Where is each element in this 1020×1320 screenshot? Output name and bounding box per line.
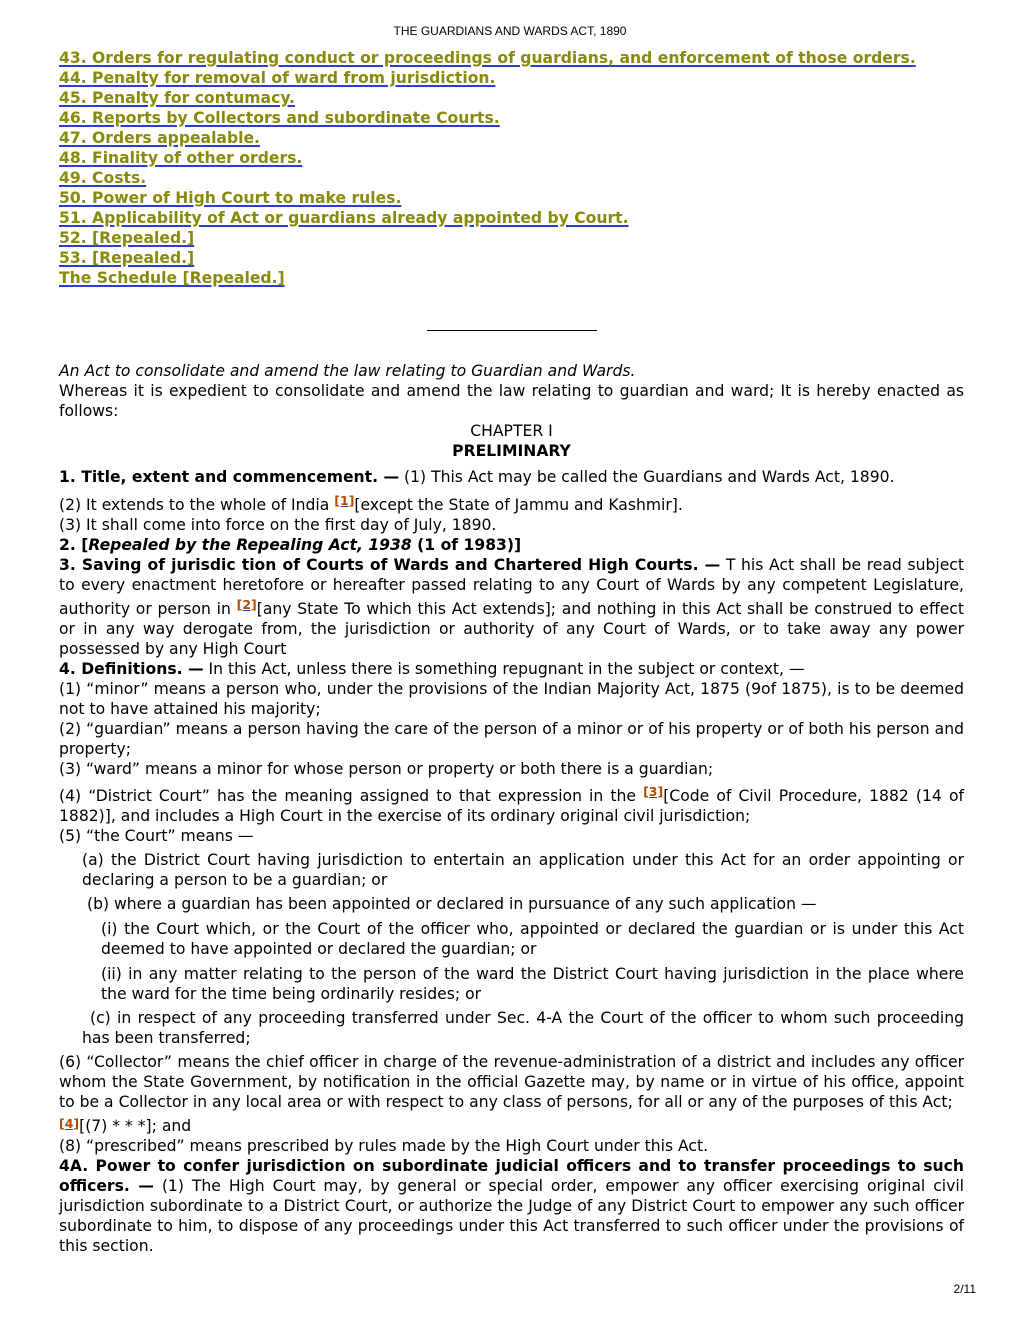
toc-link-label: 52. [Repealed.] — [59, 229, 195, 247]
section-3 — [59, 555, 964, 659]
toc-link-label: 51. Applicability of Act or guardians already appointed by Court. — [59, 209, 629, 227]
definition-5-b: (b) where a guardian has been appointed or declared in pursuance of any such application — — [87, 895, 817, 913]
page-number: 2/11 — [953, 1282, 976, 1296]
chapter-name: PRELIMINARY — [452, 442, 571, 460]
section-3-heading: 3. Saving of jurisdic tion of Courts of Wards and Chartered High Courts. — — [59, 556, 721, 574]
toc-link-43[interactable] — [59, 48, 964, 68]
definition-8: (8) “prescribed” means prescribed by rules made by the High Court under this Act. — [59, 1137, 709, 1155]
section-4-intro: In this Act, unless there is something repugnant in the subject or context, — — [203, 660, 805, 678]
preamble-text: Whereas it is expedient to consolidate and amend the law relating to guardian and ward; It is hereby enacted as follows: — [59, 382, 964, 420]
footnote-link-1[interactable]: [1] — [334, 493, 355, 508]
document-body — [59, 48, 964, 1256]
definition-5-b-ii: (ii) in any matter relating to the person of the ward the District Court having jurisdiction in the place where the ward for the time being ordinarily resides; or — [101, 965, 964, 1003]
definition-3: (3) “ward” means a minor for whose person or property or both there is a guardian; — [59, 760, 714, 778]
definition-5: (5) “the Court” means — — [59, 827, 254, 845]
toc-link-label: 48. Finality of other orders. — [59, 149, 303, 167]
running-header: THE GUARDIANS AND WARDS ACT, 1890 — [393, 24, 627, 38]
toc-link-label: 53. [Repealed.] — [59, 249, 195, 267]
section-4a — [59, 1156, 964, 1256]
definition-2: (2) “guardian” means a person having the care of the person of a minor or of his property or of both his person and property; — [59, 720, 964, 758]
toc-link-45[interactable] — [59, 88, 964, 108]
section-1-sub-2-tail: [except the State of Jammu and Kashmir]. — [354, 496, 683, 514]
toc-link-53[interactable] — [59, 248, 964, 268]
toc-link-48[interactable] — [59, 148, 964, 168]
section-4-heading: 4. Definitions. — — [59, 660, 204, 678]
toc-link-label: 50. Power of High Court to make rules. — [59, 189, 402, 207]
toc-link-label: The Schedule [Repealed.] — [59, 269, 285, 287]
definition-1: (1) “minor” means a person who, under the provisions of the Indian Majority Act, 1875 (9of 1875), is to be deemed not to have attained his majority; — [59, 680, 964, 718]
toc-link-52[interactable] — [59, 228, 964, 248]
toc-link-49[interactable] — [59, 168, 964, 188]
toc-link-schedule[interactable] — [59, 268, 964, 288]
section-1-sub-3: (3) It shall come into force on the first day of July, 1890. — [59, 516, 497, 534]
footnote-link-2[interactable]: [2] — [236, 597, 257, 612]
toc-link-label: 47. Orders appealable. — [59, 129, 260, 147]
definition-7-text: [(7) * * *]; and — [79, 1117, 192, 1135]
toc-link-label: 46. Reports by Collectors and subordinate Courts. — [59, 109, 500, 127]
toc-link-label: 45. Penalty for contumacy. — [59, 89, 295, 107]
section-3-text: T his Act shall be read subject to every enactment heretofore or hereafter passed relating to any Court of Wards by any competent Legislature, authority or person in — [59, 556, 964, 618]
chapter-number: CHAPTER I — [470, 422, 553, 440]
definition-5-b-i: (i) the Court which, or the Court of the officer who, appointed or declared the guardian or is under this Act deemed to have appointed or declared the guardian; or — [101, 920, 964, 958]
definition-4-tail: [Code of Civil Procedure, 1882 (14 of 1882)], and includes a High Court in the exercise of its ordinary original civil jurisdiction; — [59, 787, 964, 825]
section-3-text-tail: [any State To which this Act extends]; and nothing in this Act shall be construed to effect or in any way derogate from, the jurisdiction or authority of any Court of Wards, or to take away any power possessed by any High Court — [59, 600, 964, 658]
definition-5-a: (a) the District Court having jurisdiction to entertain an application under this Act for an order appointing or declaring a person to be a guardian; or — [82, 851, 964, 889]
section-4a-text: (1) The High Court may, by general or special order, empower any officer exercising original civil jurisdiction subordinate to a District Court, or authorize the Judge of any District Court to empower any such officer subordinate to him, to dispose of any proceedings under this Act transferred to such officer under the provisions of this section. — [59, 1177, 965, 1255]
table-of-contents — [59, 48, 964, 288]
footnote-link-4[interactable]: [4] — [59, 1116, 80, 1131]
toc-link-label: 49. Costs. — [59, 169, 147, 187]
act-long-title: An Act to consolidate and amend the law relating to Guardian and Wards. — [59, 362, 636, 380]
separator-rule — [427, 330, 597, 331]
section-2-number: 2. [ — [59, 536, 89, 554]
definition-6: (6) “Collector” means the chief officer in charge of the revenue-administration of a district and includes any officer whom the State Government, by notification in the official Gazette may, by name or in virtue of his office, appoint to be a Collector in any local area or with respect to any class of persons, for all or any of the purposes of this Act; — [59, 1053, 964, 1111]
section-1-sub-1: (1) This Act may be called the Guardians and Wards Act, 1890. — [399, 468, 895, 486]
definition-4-text: (4) “District Court” has the meaning assigned to that expression in the — [59, 787, 644, 805]
section-2-repealed-note: Repealed by the Repealing Act, 1938 — [88, 536, 412, 554]
toc-link-51[interactable] — [59, 208, 964, 228]
toc-link-46[interactable] — [59, 108, 964, 128]
section-4 — [59, 659, 964, 679]
footnote-link-3[interactable]: [3] — [643, 784, 664, 799]
section-2-tail: (1 of 1983)] — [411, 536, 522, 554]
section-1-sub-2 — [59, 491, 964, 515]
toc-link-47[interactable] — [59, 128, 964, 148]
definition-4 — [59, 782, 964, 826]
definition-7 — [59, 1114, 964, 1136]
section-4a-heading: 4A. Power to confer jurisdiction on subordinate judicial officers and to transfer proceedings to such officers. — — [59, 1157, 964, 1195]
toc-link-label: 44. Penalty for removal of ward from jurisdiction. — [59, 69, 496, 87]
section-1 — [59, 467, 964, 487]
toc-link-label: 43. Orders for regulating conduct or proceedings of guardians, and enforcement of those orders. — [59, 49, 916, 67]
section-1-heading: 1. Title, extent and commencement. — — [59, 468, 400, 486]
definition-5-c: (c) in respect of any proceeding transferred under Sec. 4-A the Court of the officer to whom such proceeding has been transferred; — [82, 1009, 964, 1047]
toc-link-50[interactable] — [59, 188, 964, 208]
section-2 — [59, 535, 964, 555]
toc-link-44[interactable] — [59, 68, 964, 88]
section-1-sub-2-text: (2) It extends to the whole of India — [59, 496, 335, 514]
